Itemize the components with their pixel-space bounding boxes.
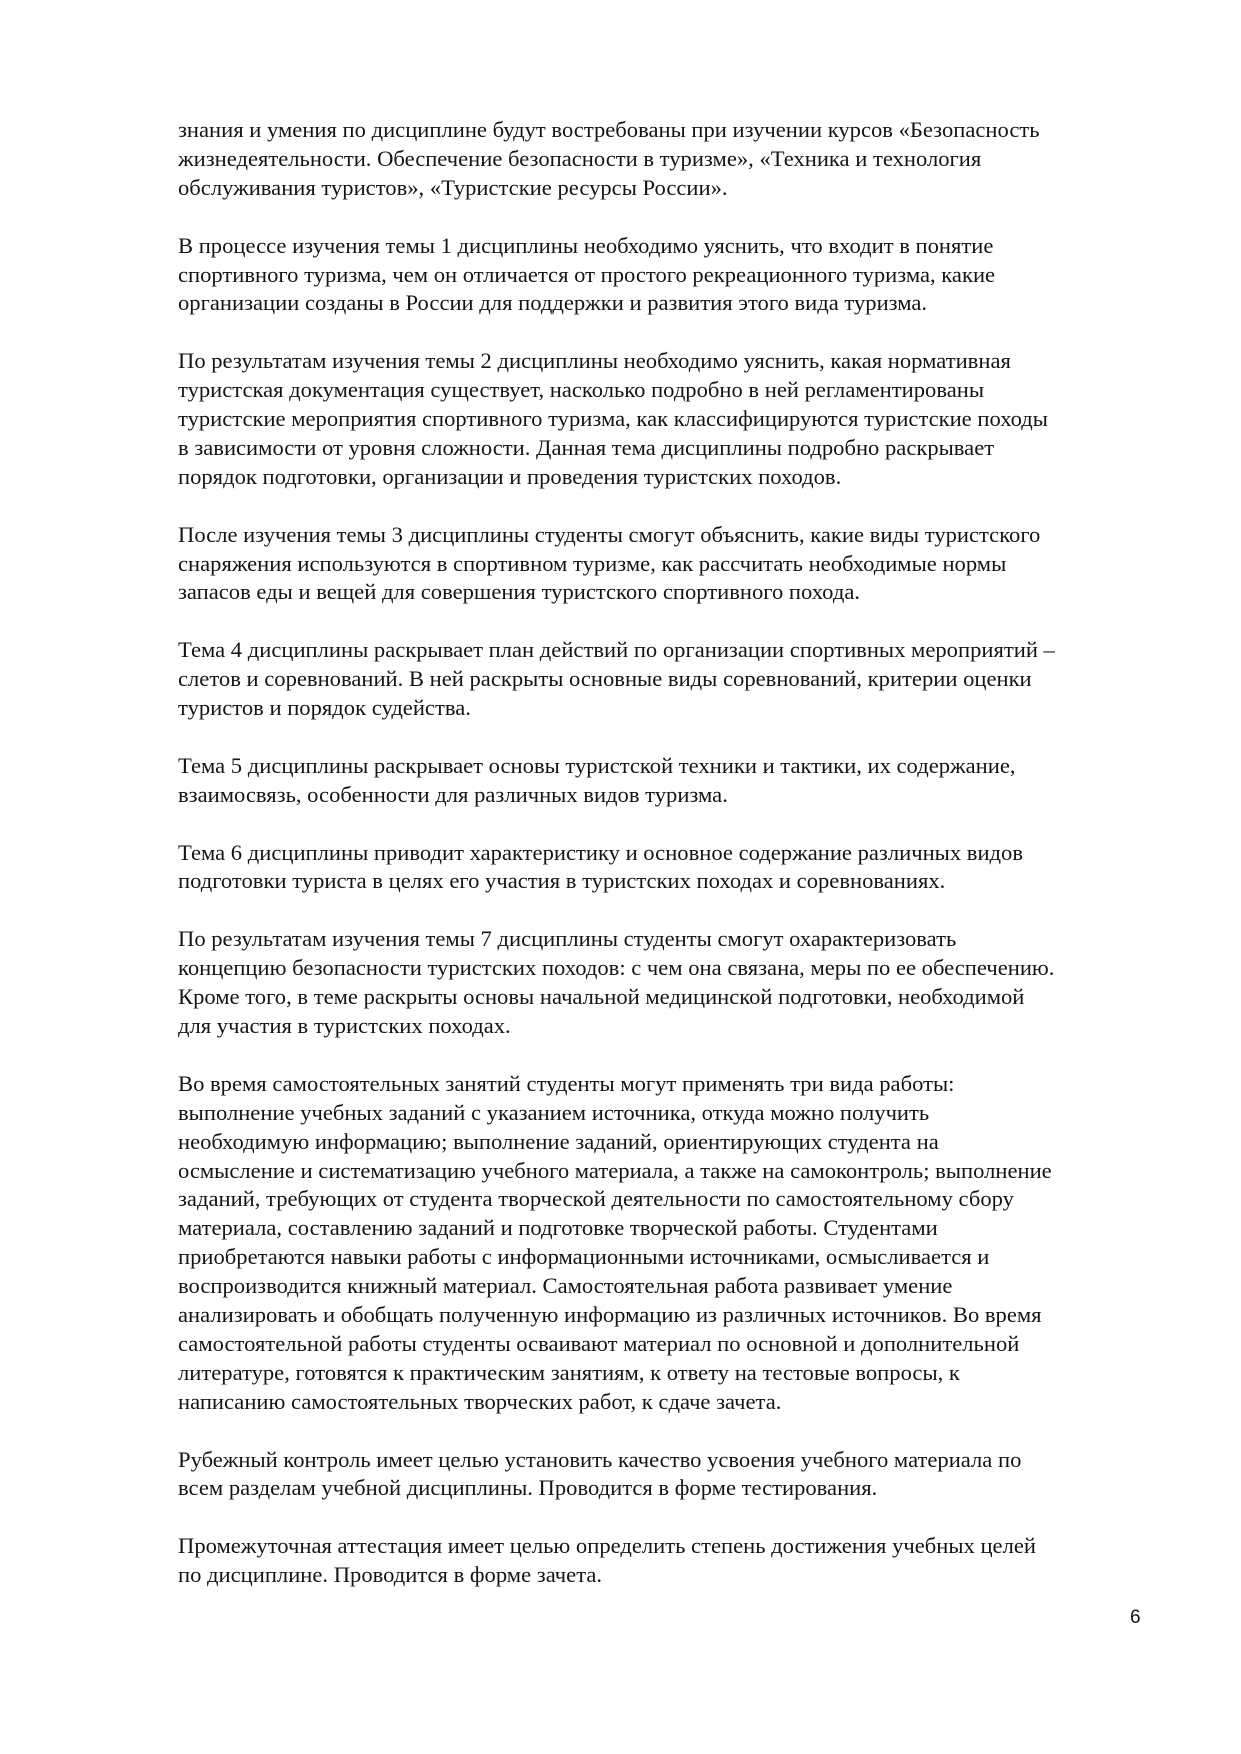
paragraph-topic-3: После изучения темы 3 дисциплины студенты смогут объяснить, какие виды туристского снаряжения используются в спортивном туризме, как рассчитать необходимые нормы запасов еды и вещей для совершения туристского спортивного похода. [178,521,1041,605]
paragraph-topic-1: В процессе изучения темы 1 дисциплины необходимо уяснить, что входит в понятие спортивного туризма, чем он отличается от простого рекреационного туризма, какие организации созданы в России для поддержки и развития этого вида туризма. [178,232,996,316]
paragraph-topic-2: По результатам изучения темы 2 дисциплины необходимо уяснить, какая нормативная туристская документация существует, насколько подробно в ней регламентированы туристские мероприятия спортивного туризма, как классифицируются туристские походы в зависимости от уровня сложности. Данная тема дисциплины подробно раскрывает порядок подготовки, организации и проведения туристских походов. [178,348,1048,489]
paragraph-independent-work: Во время самостоятельных занятий студенты могут применять три вида работы: выполнение учебных заданий с указанием источника, откуда можно получить необходимую информацию; выполнение заданий, ориентирующих студента на осмысление и систематизацию учебного материала, а также на самоконтроль; выполнение заданий, требующих от студента творческой деятельности по самостоятельному сбору материала, составлению заданий и подготовке творческой работы. Студентами приобретаются навыки работы с информационными источниками, осмысливается и воспроизводится книжный материал. Самостоятельная работа развивает умение анализировать и обобщать полученную информацию из различных источников. Во время самостоятельной работы студенты осваивают материал по основной и дополнительной литературе, готовятся к практическим занятиям, к ответу на тестовые вопросы, к написанию самостоятельных творческих работ, к сдаче зачета. [178,1070,1052,1414]
paragraph-milestone-control: Рубежный контроль имеет целью установить качество усвоения учебного материала по всем разделам учебной дисциплины. Проводится в форме тестирования. [178,1446,1022,1501]
paragraph-topic-5: Тема 5 дисциплины раскрывает основы туристской техники и тактики, их содержание, взаимосвязь, особенности для различных видов туризма. [178,752,1016,807]
paragraph-topic-7: По результатам изучения темы 7 дисциплины студенты смогут охарактеризовать концепцию безопасности туристских походов: с чем она связана, меры по ее обеспечению. Кроме того, в теме раскрыты основы начальной медицинской подготовки, необходимой для участия в туристских походах. [178,926,1055,1038]
page-number: 6 [1130,1607,1141,1628]
paragraph-topic-6: Тема 6 дисциплины приводит характеристику и основное содержание различных видов подготовки туриста в целях его участия в туристских походах и соревнованиях. [178,839,1024,894]
paragraph-intermediate-attestation: Промежуточная аттестация имеет целью определить степень достижения учебных целей по дисциплине. Проводится в форме зачета. [178,1533,1036,1588]
paragraph-courses-demand: знания и умения по дисциплине будут востребованы при изучении курсов «Безопасность жизнедеятельности. Обеспечение безопасности в туризме», «Техника и технология обслуживания туристов», «Туристские ресурсы России». [178,117,1040,200]
document-body [178,116,1158,1619]
paragraph-topic-4: Тема 4 дисциплины раскрывает план действий по организации спортивных мероприятий – слетов и соревнований. В ней раскрыты основные виды соревнований, критерии оценки туристов и порядок судейства. [178,637,1055,721]
